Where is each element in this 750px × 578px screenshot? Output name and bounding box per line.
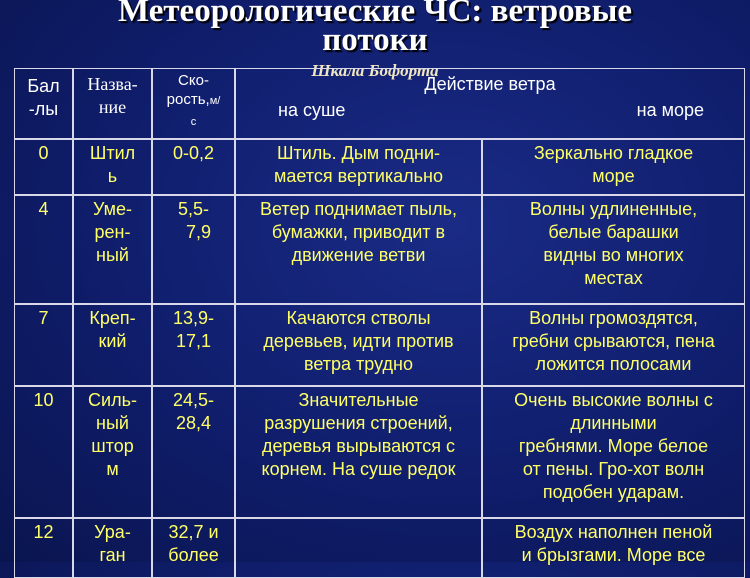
header-ball: Бал -лы xyxy=(14,68,73,139)
row-4-sea: Волны удлиненные, белые барашки видны во многих местах xyxy=(482,195,745,304)
row-7-ball: 7 xyxy=(14,304,73,386)
title-line-1: Метеорологические ЧС: ветровые xyxy=(117,0,632,29)
row-10-speed: 24,5- 28,4 xyxy=(152,386,235,518)
row-0-ball: 0 xyxy=(14,139,73,195)
header-speed: Ско- рость,м/ с xyxy=(152,68,235,139)
row-7-speed: 13,9- 17,1 xyxy=(152,304,235,386)
header-name: Назва- ние xyxy=(73,68,152,139)
row-0-name: Штил ь xyxy=(73,139,152,195)
row-12-speed: 32,7 и более xyxy=(152,518,235,578)
slide-title xyxy=(0,0,750,58)
row-4-speed: 5,5- 7,9 xyxy=(152,195,235,304)
row-0-sea: Зеркально гладкое море xyxy=(482,139,745,195)
row-12-ball: 12 xyxy=(14,518,73,578)
row-0-speed: 0-0,2 xyxy=(152,139,235,195)
row-7-name: Креп- кий xyxy=(73,304,152,386)
header-effect: Действие ветра на суше на море xyxy=(235,68,745,139)
slide-subtitle: Шкала Бофорта xyxy=(311,61,439,80)
title-line-2: потоки xyxy=(322,22,428,58)
row-4-ball: 4 xyxy=(14,195,73,304)
row-12-land xyxy=(235,518,482,578)
row-4-land: Ветер поднимает пыль, бумажки, приводит в движение ветви xyxy=(235,195,482,304)
row-4-name: Уме- рен- ный xyxy=(73,195,152,304)
row-12-name: Ура- ган xyxy=(73,518,152,578)
row-10-ball: 10 xyxy=(14,386,73,518)
row-10-sea: Очень высокие волны с длинными гребнями. Море белое от пены. Гро-хот волн подобен ударам. xyxy=(482,386,745,518)
row-7-sea: Волны громоздятся, гребни срываются, пена ложится полосами xyxy=(482,304,745,386)
row-0-land: Штиль. Дым подни- мается вертикально xyxy=(235,139,482,195)
row-7-land: Качаются стволы деревьев, идти против ветра трудно xyxy=(235,304,482,386)
row-10-land: Значительные разрушения строений, деревья вырываются с корнем. На суше редок xyxy=(235,386,482,518)
row-12-sea: Воздух наполнен пеной и брызгами. Море все xyxy=(482,518,745,578)
row-10-name: Силь- ный штор м xyxy=(73,386,152,518)
